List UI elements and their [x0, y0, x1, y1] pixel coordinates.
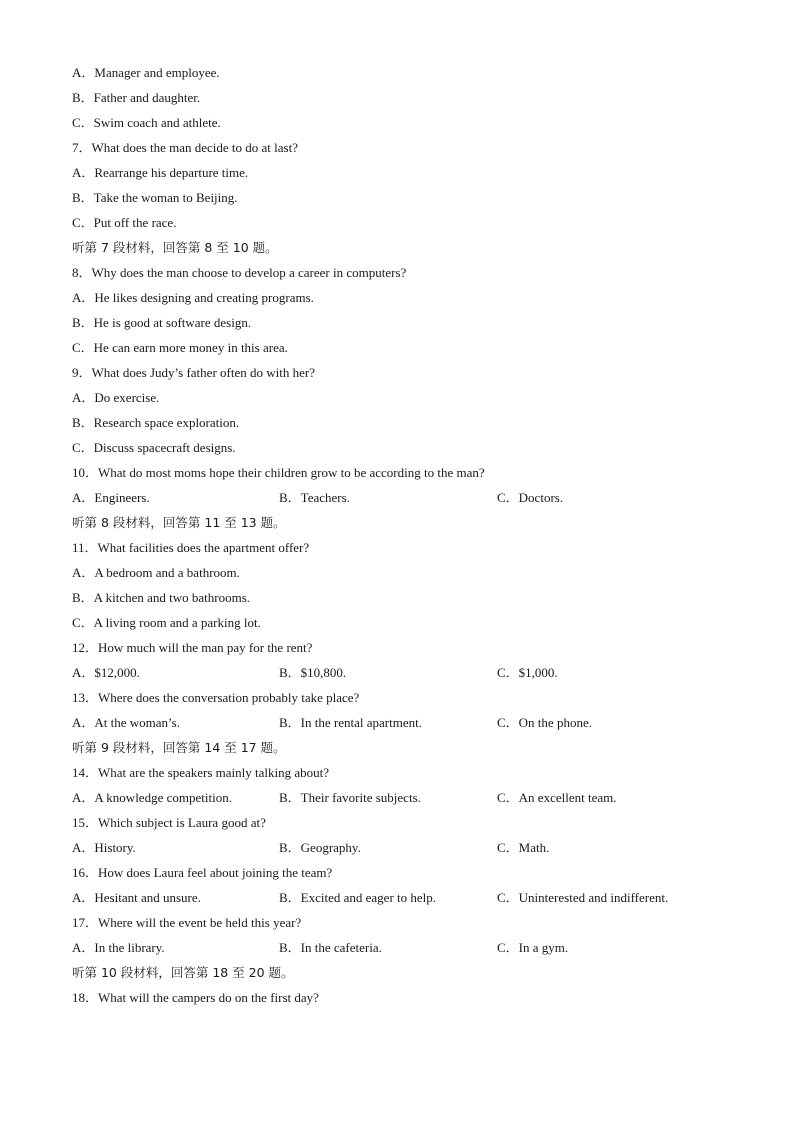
answer-option: A．History. [72, 840, 136, 855]
question-line: A．Do exercise. [72, 390, 160, 405]
answer-options-row [72, 835, 752, 860]
question-line: C．A living room and a parking lot. [72, 615, 261, 630]
question-line: 17．Where will the event be held this year? [72, 915, 302, 930]
answer-option: B．Excited and eager to help. [279, 890, 437, 905]
question-line: 7．What does the man decide to do at last? [72, 140, 298, 155]
answer-options-row [72, 885, 752, 910]
question-line: A．Manager and employee. [72, 65, 220, 80]
question-line: C．Put off the race. [72, 215, 177, 230]
question-line: B．Father and daughter. [72, 90, 201, 105]
question-line: 18．What will the campers do on the first day? [72, 990, 319, 1005]
section-heading: 听第 9 段材料，回答第 14 至 17 题。 [72, 740, 286, 755]
answer-option: C．An excellent team. [497, 790, 617, 805]
question-line: A．He likes designing and creating programs. [72, 290, 314, 305]
answer-option: A．In the library. [72, 940, 165, 955]
answer-option: A．A knowledge competition. [72, 790, 232, 805]
question-line: 15．Which subject is Laura good at? [72, 815, 266, 830]
question-line: 13．Where does the conversation probably take place? [72, 690, 360, 705]
question-line: B．Research space exploration. [72, 415, 240, 430]
answer-option: A．Engineers. [72, 490, 150, 505]
answer-option: B．$10,800. [279, 665, 347, 680]
section-heading: 听第 8 段材料，回答第 11 至 13 题。 [72, 515, 286, 530]
answer-option: B．Teachers. [279, 490, 350, 505]
answer-option: B．In the rental apartment. [279, 715, 422, 730]
question-line: B．Take the woman to Beijing. [72, 190, 238, 205]
answer-options-row [72, 485, 752, 510]
question-line: 8．Why does the man choose to develop a career in computers? [72, 265, 407, 280]
answer-option: A．Hesitant and unsure. [72, 890, 201, 905]
question-line: A．A bedroom and a bathroom. [72, 565, 240, 580]
answer-options-row [72, 935, 752, 960]
question-line: B．He is good at software design. [72, 315, 252, 330]
question-line: B．A kitchen and two bathrooms. [72, 590, 251, 605]
answer-option: C．In a gym. [497, 940, 569, 955]
section-heading: 听第 10 段材料，回答第 18 至 20 题。 [72, 965, 294, 980]
answer-option: C．$1,000. [497, 665, 558, 680]
answer-option: B．Their favorite subjects. [279, 790, 421, 805]
question-line: C．Discuss spacecraft designs. [72, 440, 236, 455]
document-page [72, 60, 752, 1010]
question-line: 14．What are the speakers mainly talking about? [72, 765, 330, 780]
question-line: C．Swim coach and athlete. [72, 115, 221, 130]
answer-options-row [72, 660, 752, 685]
answer-option: B．In the cafeteria. [279, 940, 382, 955]
question-line: 11．What facilities does the apartment offer? [72, 540, 310, 555]
question-line: 16．How does Laura feel about joining the team? [72, 865, 333, 880]
answer-option: C．Math. [497, 840, 550, 855]
section-heading: 听第 7 段材料，回答第 8 至 10 题。 [72, 240, 278, 255]
question-line: 9．What does Judy’s father often do with her? [72, 365, 315, 380]
question-line: 12．How much will the man pay for the rent? [72, 640, 313, 655]
answer-option: C．Uninterested and indifferent. [497, 890, 669, 905]
question-line: A．Rearrange his departure time. [72, 165, 249, 180]
answer-option: A．$12,000. [72, 665, 140, 680]
answer-option: A．At the woman’s. [72, 715, 180, 730]
answer-options-row [72, 785, 752, 810]
question-line: 10．What do most moms hope their children grow to be according to the man? [72, 465, 485, 480]
answer-options-row [72, 710, 752, 735]
answer-option: B．Geography. [279, 840, 361, 855]
question-line: C．He can earn more money in this area. [72, 340, 288, 355]
answer-option: C．Doctors. [497, 490, 564, 505]
answer-option: C．On the phone. [497, 715, 592, 730]
